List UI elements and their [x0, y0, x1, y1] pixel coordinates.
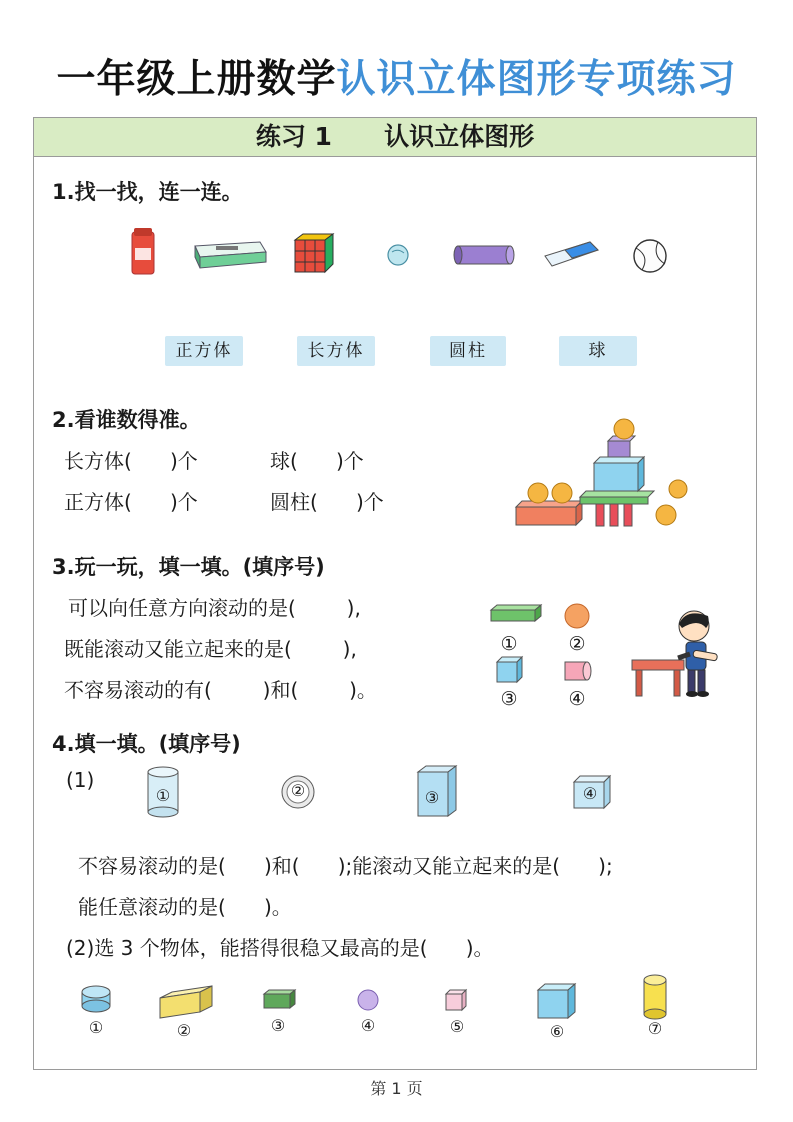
q4-part2-line: (2)选 3 个物体，能搭得很稳又最高的是( )。 — [66, 936, 494, 960]
q4-part2-marker-3: ③ — [270, 1016, 286, 1035]
q4-part1-marker-1: ① — [155, 786, 171, 805]
q3-marker-4: ④ — [568, 688, 586, 710]
label-cuboid: 长方体 — [297, 336, 375, 366]
eraser-icon — [545, 242, 598, 266]
q4-part1-label: (1) — [66, 768, 95, 792]
q4-part1-marker-3: ③ — [424, 788, 440, 807]
marble-icon — [388, 245, 408, 265]
q4-part2-shapes — [78, 970, 678, 1020]
title-part2: 认识立体图形专项练习 — [336, 57, 737, 102]
q2-cylinder-count: 圆柱( )个 — [270, 490, 384, 514]
q4-part2-marker-4: ④ — [360, 1016, 376, 1035]
rubiks-cube-icon — [295, 234, 333, 272]
q3-marker-1: ① — [500, 633, 518, 655]
label-sphere: 球 — [559, 336, 637, 366]
q3-line-3: 不容易滚动的有( )和( )。 — [64, 678, 377, 702]
label-cube: 正方体 — [165, 336, 243, 366]
q1-objects-illustration — [120, 222, 680, 282]
q2-cube-count: 正方体( )个 — [64, 490, 198, 514]
q4-part1-marker-4: ④ — [582, 784, 598, 803]
q3-marker-2: ② — [568, 633, 586, 655]
cylinder-icon — [454, 246, 514, 264]
q2-sphere-count: 球( )个 — [270, 449, 364, 473]
q4-part1-shapes — [140, 762, 620, 822]
q3-prompt: 3.玩一玩，填一填。(填序号) — [52, 555, 325, 579]
q4-part2-marker-5: ⑤ — [449, 1017, 465, 1036]
page-title — [0, 48, 793, 104]
q1-prompt: 1.找一找，连一连。 — [52, 180, 243, 204]
section-banner: 练习 1 认识立体图形 — [33, 117, 757, 157]
ball-icon — [634, 240, 666, 272]
q3-line-2: 既能滚动又能立起来的是( ), — [64, 637, 357, 661]
q4-part1-line-2: 能任意滚动的是( )。 — [78, 895, 292, 919]
q4-part2-marker-2: ② — [176, 1021, 192, 1040]
q4-prompt: 4.填一填。(填序号) — [52, 732, 241, 756]
q3-line-1: 可以向任意方向滚动的是( ), — [68, 596, 361, 620]
q4-part2-marker-1: ① — [88, 1018, 104, 1037]
q4-part2-marker-6: ⑥ — [549, 1022, 565, 1041]
q2-prompt: 2.看谁数得准。 — [52, 408, 201, 432]
child-pushing-table-icon — [628, 606, 720, 706]
label-cylinder: 圆柱 — [430, 336, 506, 366]
pencil-case-icon — [195, 242, 266, 268]
title-part1: 一年级上册数学 — [56, 57, 337, 102]
q4-part1-line-1: 不容易滚动的是( )和( );能滚动又能立起来的是( ); — [78, 854, 613, 878]
q3-marker-3: ③ — [500, 688, 518, 710]
q4-part2-marker-7: ⑦ — [647, 1019, 663, 1038]
q2-cuboid-count: 长方体( )个 — [64, 449, 198, 473]
q4-part1-marker-2: ② — [290, 781, 306, 800]
glue-stick-icon — [132, 228, 154, 274]
page-number: 第 1 页 — [370, 1079, 423, 1098]
q2-stacked-shapes-illustration — [510, 415, 695, 530]
